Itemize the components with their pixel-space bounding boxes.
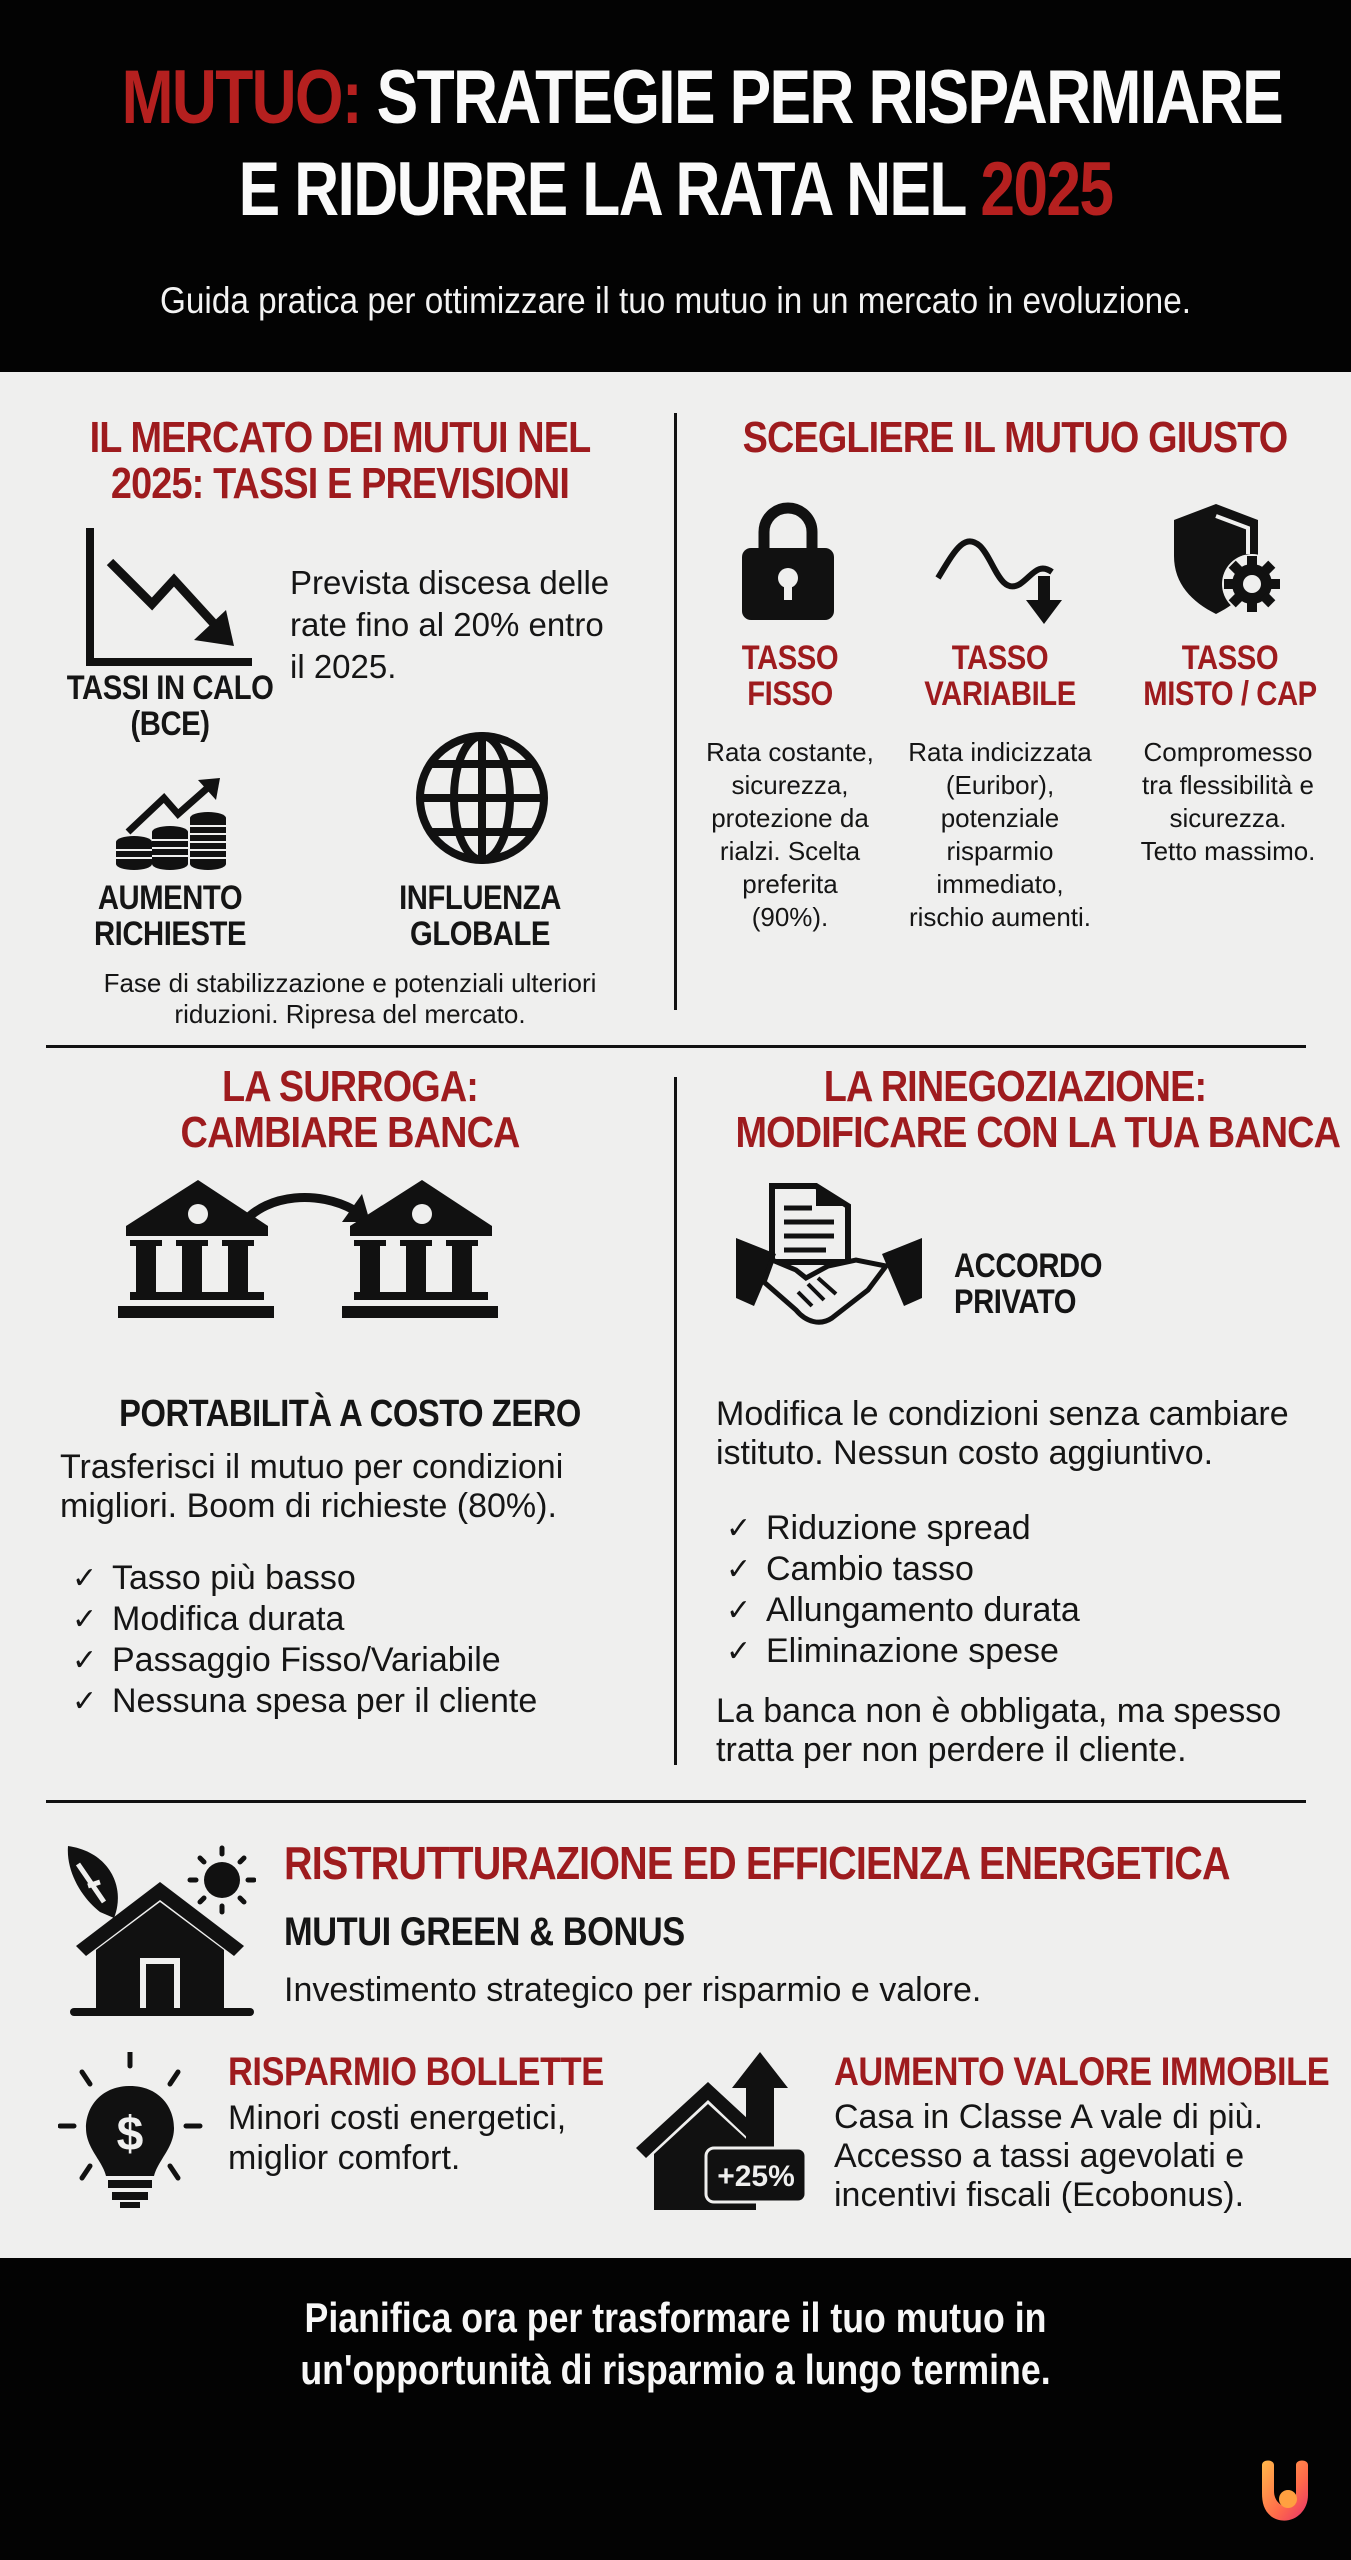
list-item: [726, 1631, 1080, 1672]
list-item: [72, 1599, 537, 1640]
variable-line: rischio aumenti.: [908, 902, 1092, 932]
check-icon: ✓: [72, 1685, 98, 1718]
green-title: RISTRUTTURAZIONE ED EFFICIENZA ENERGETICA: [284, 1837, 1230, 1889]
variable-rate-label-line2: VARIABILE: [924, 675, 1076, 713]
check-icon: ✓: [726, 1594, 752, 1627]
private-agreement-line1: ACCORDO: [954, 1247, 1103, 1285]
mixed-line: Compromesso: [1143, 737, 1313, 767]
private-agreement-line2: PRIVATO: [954, 1283, 1077, 1321]
list-item: [72, 1558, 537, 1599]
bills-desc-line2: miglior comfort.: [228, 2139, 461, 2177]
check-icon: ✓: [72, 1562, 98, 1595]
rinegoziazione-checklist: [726, 1508, 1080, 1672]
main-title-line1: [121, 52, 1283, 144]
variable-line: risparmio: [946, 836, 1054, 866]
surroga-desc-line2: migliori. Boom di richieste (80%).: [60, 1487, 557, 1525]
horizontal-divider-2: [46, 1800, 1306, 1803]
bills-desc: [228, 2098, 628, 2178]
mixed-rate-label: [1135, 640, 1324, 712]
footer-cta: [101, 2292, 1249, 2396]
choose-title: SCEGLIERE IL MUTUO GIUSTO: [742, 413, 1288, 462]
value-desc: [834, 2098, 1334, 2215]
rinegoziazione-title-line1: LA RINEGOZIAZIONE:: [823, 1062, 1207, 1111]
mixed-line: tra flessibilità e: [1142, 770, 1314, 800]
fixed-line: preferita: [742, 869, 838, 899]
forecast-text: [290, 562, 650, 688]
fixed-line: protezione da: [711, 803, 869, 833]
green-subtitle: MUTUI GREEN & BONUS: [284, 1910, 685, 1954]
fixed-rate-label: [704, 640, 876, 712]
variable-rate-desc: [890, 736, 1110, 934]
market-note-line2: riduzioni. Ripresa del mercato.: [174, 999, 526, 1029]
variable-line: Rata indicizzata: [908, 737, 1092, 767]
footer-cta-line2: un'opportunità di risparmio a lungo termine.: [300, 2346, 1051, 2393]
bills-desc-line1: Minori costi energetici,: [228, 2099, 567, 2137]
variable-line: (Euribor),: [945, 770, 1055, 800]
check-label: Tasso più basso: [112, 1559, 356, 1597]
footer-cta-line1: Pianifica ora per trasformare il tuo mutuo in: [304, 2294, 1047, 2341]
demand-label-line2: RICHIESTE: [93, 915, 247, 953]
main-title-line2: [122, 144, 1230, 236]
bank-transfer-icon: [118, 1180, 502, 1340]
demand-label: [84, 880, 256, 952]
horizontal-divider-1: [46, 1045, 1306, 1048]
shield-gear-icon: [1166, 500, 1290, 624]
list-item: [726, 1549, 1080, 1590]
check-label: Allungamento durata: [766, 1591, 1080, 1629]
header-subtitle: Guida pratica per ottimizzare il tuo mutuo in un mercato in evoluzione.: [160, 280, 1191, 321]
title-text-1: STRATEGIE PER RISPARMIARE: [360, 55, 1283, 140]
mixed-line: sicurezza.: [1169, 803, 1287, 833]
green-desc: Investimento strategico per risparmio e valore.: [284, 1971, 982, 2009]
padlock-icon: [742, 502, 834, 620]
fixed-line: rialzi. Scelta: [719, 836, 861, 866]
eco-house-icon: [60, 1842, 256, 2020]
variable-line: potenziale: [940, 803, 1060, 833]
coins-growth-icon: [112, 772, 232, 872]
check-label: Riduzione spread: [766, 1509, 1031, 1547]
check-icon: ✓: [726, 1635, 752, 1668]
forecast-line1: Prevista discesa delle: [290, 564, 610, 601]
forecast-line3: il 2025.: [290, 648, 397, 685]
check-label: Passaggio Fisso/Variabile: [112, 1641, 501, 1679]
market-title-line1: IL MERCATO DEI MUTUI NEL: [89, 413, 591, 462]
rinegoziazione-title-line2: MODIFICARE CON LA TUA BANCA: [735, 1108, 1341, 1157]
rates-down-label-line2: (BCE): [130, 705, 210, 743]
surroga-title-line2: CAMBIARE BANCA: [180, 1108, 520, 1157]
check-label: Cambio tasso: [766, 1550, 974, 1588]
check-icon: ✓: [726, 1512, 752, 1545]
check-label: Eliminazione spese: [766, 1632, 1059, 1670]
lightbulb-dollar-icon: [58, 2052, 208, 2208]
fixed-rate-label-line1: TASSO: [741, 639, 839, 677]
value-desc-line1: Casa in Classe A vale di più.: [834, 2098, 1264, 2136]
globe-icon: [412, 728, 552, 868]
handshake-document-icon: [736, 1182, 922, 1342]
value-desc-line2: Accesso a tassi agevolati e: [834, 2137, 1245, 2175]
wave-down-icon: [934, 532, 1068, 628]
surroga-title-line1: LA SURROGA:: [221, 1062, 479, 1111]
value-desc-line3: incentivi fiscali (Ecobonus).: [834, 2176, 1245, 2214]
mixed-rate-label-line1: TASSO: [1181, 639, 1279, 677]
mixed-rate-desc: [1115, 736, 1341, 868]
market-title-line2: 2025: TASSI E PREVISIONI: [110, 459, 570, 508]
private-agreement-label: [954, 1248, 1102, 1320]
vertical-divider-2: [674, 1077, 677, 1765]
rinegoziazione-note-line1: La banca non è obbligata, ma spesso: [716, 1692, 1282, 1730]
list-item: [72, 1681, 537, 1722]
title-accent-mutuo: MUTUO:: [121, 55, 361, 140]
check-label: Nessuna spesa per il cliente: [112, 1682, 538, 1720]
rinegoziazione-note: [716, 1692, 1336, 1770]
rates-down-label: [67, 670, 273, 742]
fixed-rate-desc: [690, 736, 890, 934]
brand-logo-icon: [1248, 2455, 1320, 2527]
variable-rate-label-line1: TASSO: [951, 639, 1049, 677]
surroga-checklist: [72, 1558, 537, 1722]
market-note: [40, 968, 660, 1030]
check-icon: ✓: [72, 1644, 98, 1677]
list-item: [72, 1640, 537, 1681]
global-label-line1: INFLUENZA: [399, 879, 561, 917]
mixed-rate-label-line2: MISTO / CAP: [1143, 675, 1317, 713]
global-label-line2: GLOBALE: [410, 915, 550, 953]
check-icon: ✓: [72, 1603, 98, 1636]
rinegoziazione-title: [735, 1062, 1341, 1157]
list-item: [726, 1590, 1080, 1631]
title-accent-year: 2025: [980, 147, 1113, 232]
market-note-line1: Fase di stabilizzazione e potenziali ulteriori: [103, 968, 597, 998]
mixed-line: Tetto massimo.: [1140, 836, 1316, 866]
vertical-divider-1: [674, 413, 677, 1010]
check-label: Modifica durata: [112, 1600, 345, 1638]
forecast-line2: rate fino al 20% entro: [290, 606, 604, 643]
rinegoziazione-note-line2: tratta per non perdere il cliente.: [716, 1731, 1187, 1769]
fixed-line: Rata costante,: [706, 737, 874, 767]
title-text-2: E RIDURRE LA RATA NEL: [238, 147, 981, 232]
svg-text:$: $: [116, 2108, 144, 2161]
rinegoziazione-desc-line2: istituto. Nessun costo aggiuntivo.: [716, 1434, 1214, 1472]
chart-down-icon: [86, 528, 254, 668]
surroga-desc: [60, 1448, 660, 1526]
list-item: [726, 1508, 1080, 1549]
global-label: [394, 880, 566, 952]
surroga-title: [83, 1064, 616, 1156]
value-title: AUMENTO VALORE IMMOBILE: [834, 2050, 1330, 2094]
demand-label-line1: AUMENTO: [97, 879, 243, 917]
rates-down-label-line1: TASSI IN CALO: [66, 669, 274, 707]
house-value-up-icon: [636, 2052, 812, 2212]
value-badge: +25%: [717, 2160, 795, 2193]
footer-banner: [0, 2258, 1351, 2560]
surroga-desc-line1: Trasferisci il mutuo per condizioni: [60, 1448, 564, 1486]
header-banner: [0, 0, 1351, 372]
market-title: [82, 415, 598, 507]
variable-line: immediato,: [936, 869, 1064, 899]
check-icon: ✓: [726, 1553, 752, 1586]
portability-subtitle: PORTABILITÀ A COSTO ZERO: [119, 1393, 581, 1435]
rinegoziazione-desc: [716, 1395, 1336, 1473]
bills-title: RISPARMIO BOLLETTE: [228, 2050, 604, 2094]
fixed-rate-label-line2: FISSO: [747, 675, 833, 713]
fixed-line: sicurezza,: [731, 770, 849, 800]
fixed-line: (90%).: [751, 902, 829, 932]
rinegoziazione-desc-line1: Modifica le condizioni senza cambiare: [716, 1395, 1289, 1433]
variable-rate-label: [914, 640, 1086, 712]
